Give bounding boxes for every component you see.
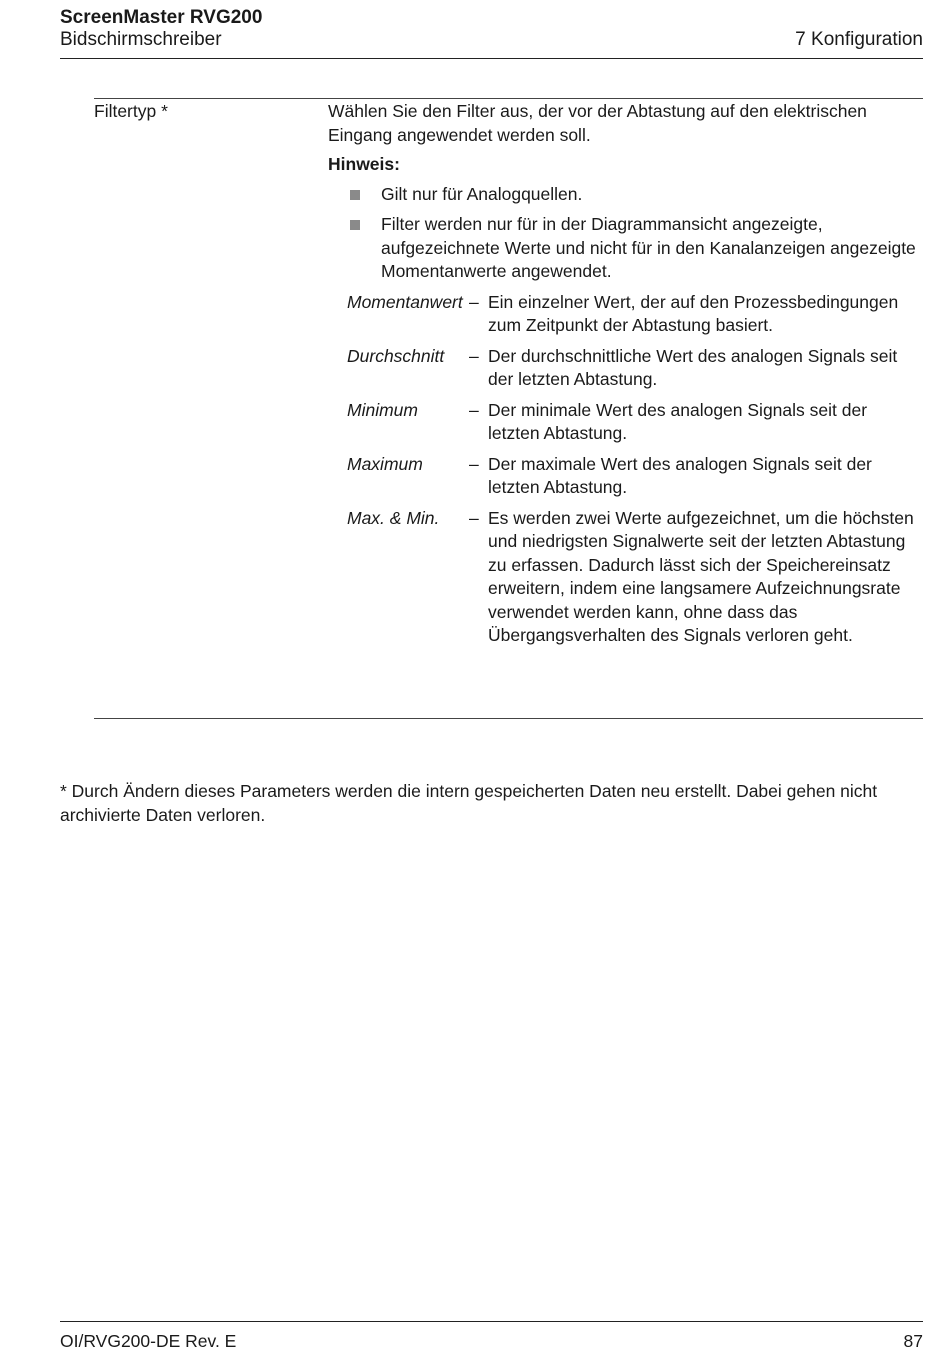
hint-list [328, 183, 923, 284]
option-text: Der durchschnittliche Wert des analogen Signals seit der letzten Abtastung. [488, 345, 898, 389]
parameter-table [94, 98, 923, 719]
hint-item [328, 183, 923, 207]
option-text: Ein einzelner Wert, der auf den Prozessbedingungen zum Zeitpunkt der Abtastung basiert. [488, 291, 899, 335]
filter-option [328, 345, 923, 392]
square-bullet-icon [350, 220, 360, 230]
hint-title: Hinweis: [328, 154, 400, 174]
option-term: Minimum [347, 399, 418, 420]
document-id: OI/RVG200-DE Rev. E [60, 1331, 237, 1351]
hint-text: Gilt nur für Analogquellen. [381, 183, 583, 204]
option-dash: – [469, 291, 479, 312]
option-dash: – [469, 453, 479, 474]
option-dash: – [469, 345, 479, 366]
option-term: Maximum [347, 453, 423, 474]
hint-text: Filter werden nur für in der Diagrammansicht angezeigte, aufgezeichnete Werte und nicht für in den Kanalanzeigen angezeigte Momentanwerte angewendet. [381, 214, 916, 281]
filter-option [328, 399, 923, 446]
footnote: * Durch Ändern dieses Parameters werden die intern gespeicherten Daten neu erstellt. Dabei gehen nicht archivierte Daten verloren. [60, 781, 878, 825]
parameter-name: Filtertyp * [94, 101, 168, 121]
option-text: Der minimale Wert des analogen Signals seit der letzten Abtastung. [488, 399, 868, 443]
option-term: Durchschnitt [347, 345, 445, 366]
chapter-title: 7 Konfiguration [795, 29, 923, 50]
filter-options [328, 291, 923, 648]
option-text: Es werden zwei Werte aufgezeichnet, um die höchsten und niedrigsten Signalwerte seit der letzten Abtastung zu erfassen. Dadurch lässt sich der Speichereinsatz erweitern, indem eine langsamere Aufzeichnungsrate verwendet werden kann, ohne dass das Übergangsverhalten des Signals verloren geht. [488, 507, 914, 645]
filter-option [328, 291, 923, 338]
page-header [60, 6, 923, 59]
filter-option [328, 453, 923, 500]
product-subtitle: Bidschirmschreiber [60, 29, 222, 50]
filter-option [328, 507, 923, 648]
square-bullet-icon [350, 190, 360, 200]
page-number: 87 [903, 1331, 923, 1351]
page-footer [60, 1321, 923, 1352]
hint-item [328, 213, 923, 284]
option-text: Der maximale Wert des analogen Signals seit der letzten Abtastung. [488, 453, 872, 497]
product-name: ScreenMaster RVG200 [60, 7, 263, 28]
parameter-description [328, 100, 923, 655]
description-text: Wählen Sie den Filter aus, der vor der Abtastung auf den elektrischen Eingang angewendet werden soll. [328, 101, 867, 145]
option-dash: – [469, 507, 479, 528]
option-term: Momentanwert [347, 291, 463, 312]
option-dash: – [469, 399, 479, 420]
option-term: Max. & Min. [347, 507, 440, 528]
